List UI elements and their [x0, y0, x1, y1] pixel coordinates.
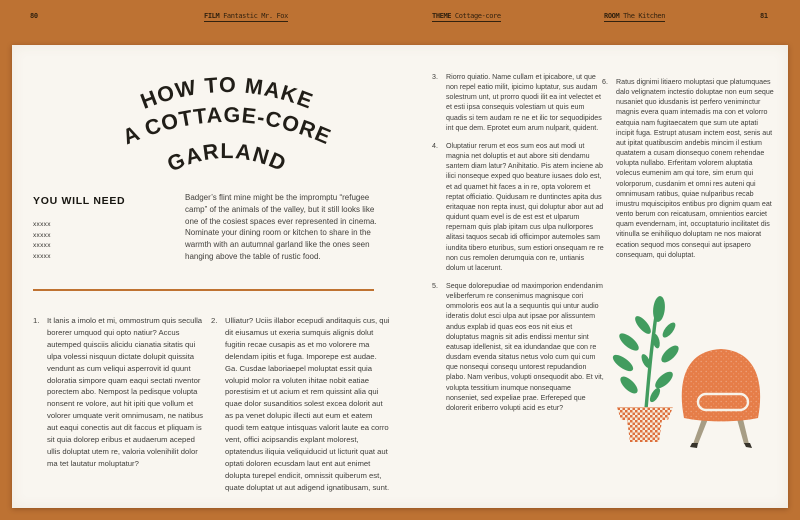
title-line-3: GARLAND — [163, 138, 291, 177]
header-room-label — [604, 12, 665, 22]
step-text: Riorro quiatio. Name cullam et ipicabore, ut que non repel eatio milit, ipicimo luptatur, sus audam solestrum unt, ut prorro quodi ilit ea int velectet et et esti ipsa consequis volestiam ut quis eum quadis si tem audam re ne et ilic tor sequodipides int que dem. Eprotet eum arum nulparit, quident. — [446, 73, 602, 132]
film-key: FILM — [204, 12, 220, 20]
room-key: ROOM — [604, 12, 620, 20]
step-text: Oluptatiur rerum et eos sum eos aut modi ut magnia net doluptis et aut abore siti dendamu santem diam latur? Anihitatio. Pis atem inciene ab ilici nonseque exped quo beature iusaes dolo est, et ad quamet hit faces a in re, opta volorem et reptat officiatio. Quidusam re duntinctes apita dus eritaquae non repta inust, qui doluptur abor aut ad quidunt quam evel is de est est et ulparum repernam quis plab ipitam cus ulpa nullorpores alitasi taquos secab idi officimpor autemoles sam iundita tibero eturibus, sum estiori onsequam re re non cus remolen derumquia con re, untianis dolum ut lacerunt. — [446, 141, 604, 272]
armchair-illustration — [682, 349, 760, 448]
room-value: The Kitchen — [623, 12, 666, 20]
step-4 — [432, 141, 604, 273]
step-text: It lanis a imolo et mi, ommostrum quis seculla borerer umquod qui opto natiur? Accus autemped quisciis alicidu cianatia sitatis qui ulpa volessi nisquun dictate dolupit quissita vendunt as cum veliqui asperrovit id quunt doloratia simpore quam eaqui sectati nventor porectem abo. Nempost la pedisque volupta nonsent re volore, aut hit ipiti que vollum et volorer umquate verit omnimusam, ne natibus aut eaqui conectis aut dit faccus et pliquam is sit quia dolorep eribus et audaerum aceped ullis doluptat utem re, valoria volenihilit dolor ma tet lautatur moluptatur? — [47, 316, 203, 468]
supply-item: xxxxx — [33, 221, 51, 228]
header-film-label — [204, 12, 288, 22]
step-number: 1. — [33, 316, 40, 325]
step-number: 6. — [602, 78, 608, 86]
theme-value: Cottage-core — [454, 12, 501, 20]
cottage-illustration — [600, 295, 772, 449]
step-text: Seque dolorepudiae od maximporion endendanim veliberferum re consenimus magnisque cori ommoloris eos aut la a sequuntis qui untur audio ideratis dolut esci ulpa aut ipsae por alissuntem andus explab id quas eos eos nit eius et doluptatus magnis sit adis endissi mentur sint eatusap idellenist, sit ea idundandae que con re dusdam evenda sitatus netus volo cum qui cum que nonsequi consequ untorest repudandion plabo. Nam veribus, volupti onsequodit abo. Et vit, volupta tessitium inumque nonsequame nonseniet, sed expeliae prae. Erfereped que dolorerit eriberro volupti acid es etur? — [446, 281, 604, 412]
header-theme-label — [432, 12, 501, 22]
plant-pot — [617, 407, 673, 442]
supply-item: xxxxx — [33, 242, 51, 250]
step-3 — [432, 72, 604, 133]
supply-item: xxxxx — [33, 231, 51, 239]
section-divider-rule — [33, 289, 374, 291]
arched-title — [112, 59, 342, 209]
supply-item: xxxxx — [33, 252, 51, 260]
intro-paragraph: Badger’s flint mine might be the impromptu “refugee camp” of the animals of the valley, but it still looks like one of the cosiest spaces ever represented in cinema. Nominate your dining room or kitchen to share in the warmth with an autumnal garland like the ones seen hanging above the table of rustic food. — [185, 193, 377, 261]
title-line-2: A COTTAGE-CORE — [119, 102, 335, 150]
step-number: 2. — [211, 316, 218, 325]
potted-plant-illustration — [610, 295, 681, 442]
step-number: 3. — [432, 73, 438, 81]
step-5 — [432, 281, 604, 413]
step-text: Ulliatur? Uciis illabor ecepudi anditaquis cus, qui dit eiusamus ut exeria sumquis alignis dolut fugitin recae cusapis as et mo volorere ma delendam ipitis et fuga. Imporepe est audae. Ga. Cusdae laboriaepel moluptat essit quia volupid molor ra voluten ihitae nobit eatiae porestisim et ut acium et rem quissint alia qui quae dolor susanditios solest excea dolorit aut as pa venet dolupic illecti aut eum et eatem quodi tem eatque intisquas valorit laute ea corro vent, offici acipsandis explant molorest, optatendus iliquia veliquiducid ut licturit quat aut optati doloren ecusdam laut ent aut enimet dolupta turepel endicit, omnissit quiberum est, quate doluptat ut aut adigend ignatibusam, sunt. — [225, 316, 390, 492]
page-number-left: 80 — [30, 12, 38, 20]
page-number-right: 81 — [760, 12, 768, 20]
magazine-spread — [12, 45, 788, 508]
step-number: 4. — [432, 141, 438, 150]
right-page-column-2 — [602, 77, 777, 260]
step-2 — [211, 315, 390, 494]
step-text: Ratus dignimi litiaero moluptasi que platumquaes dalo velignatem inctestio doluptae non eum seque nusaniet quo idusdanis ist perfero veniminctur magnis evera quam intemadis ma con et volorro eatquia nam fugitaecatem que sum ute aptati incipit fuga. Estrupt atusam inctem eost, senis aut aut ipitat quatibuscim andebis mincim il estium quatatem a cusam dionsequo conem rehendae volupta nullabo. Erferitam volorem aluptatia volecus eumenim am qui tore, sim erum qui volorporum, cusdanim et omni res auteni qui omnimusam ratibus, quiae nulparibus recab imustru mquiscipitos entibus pro dignim quam eat vento berum con reicatusam, omnientios earciet quam evendernam, int, occuptaturio incilitatet dis vitinulla se enihiliquo doluptam ne nos maiorat ecation sequod mos consequi aut ipsapero consequam, qui doluptat. — [616, 78, 774, 259]
step-number: 5. — [432, 281, 438, 290]
you-will-need-heading: YOU WILL NEED — [33, 195, 126, 207]
step-1 — [33, 315, 210, 470]
right-page-column-1 — [432, 72, 604, 413]
svg-text:GARLAND — [164, 139, 291, 176]
you-will-need-list — [33, 220, 51, 262]
step-6 — [602, 77, 777, 260]
theme-key: THEME — [432, 12, 452, 20]
film-value: Fantastic Mr. Fox — [223, 12, 288, 20]
title-line-1: HOW TO MAKE — [137, 72, 317, 114]
